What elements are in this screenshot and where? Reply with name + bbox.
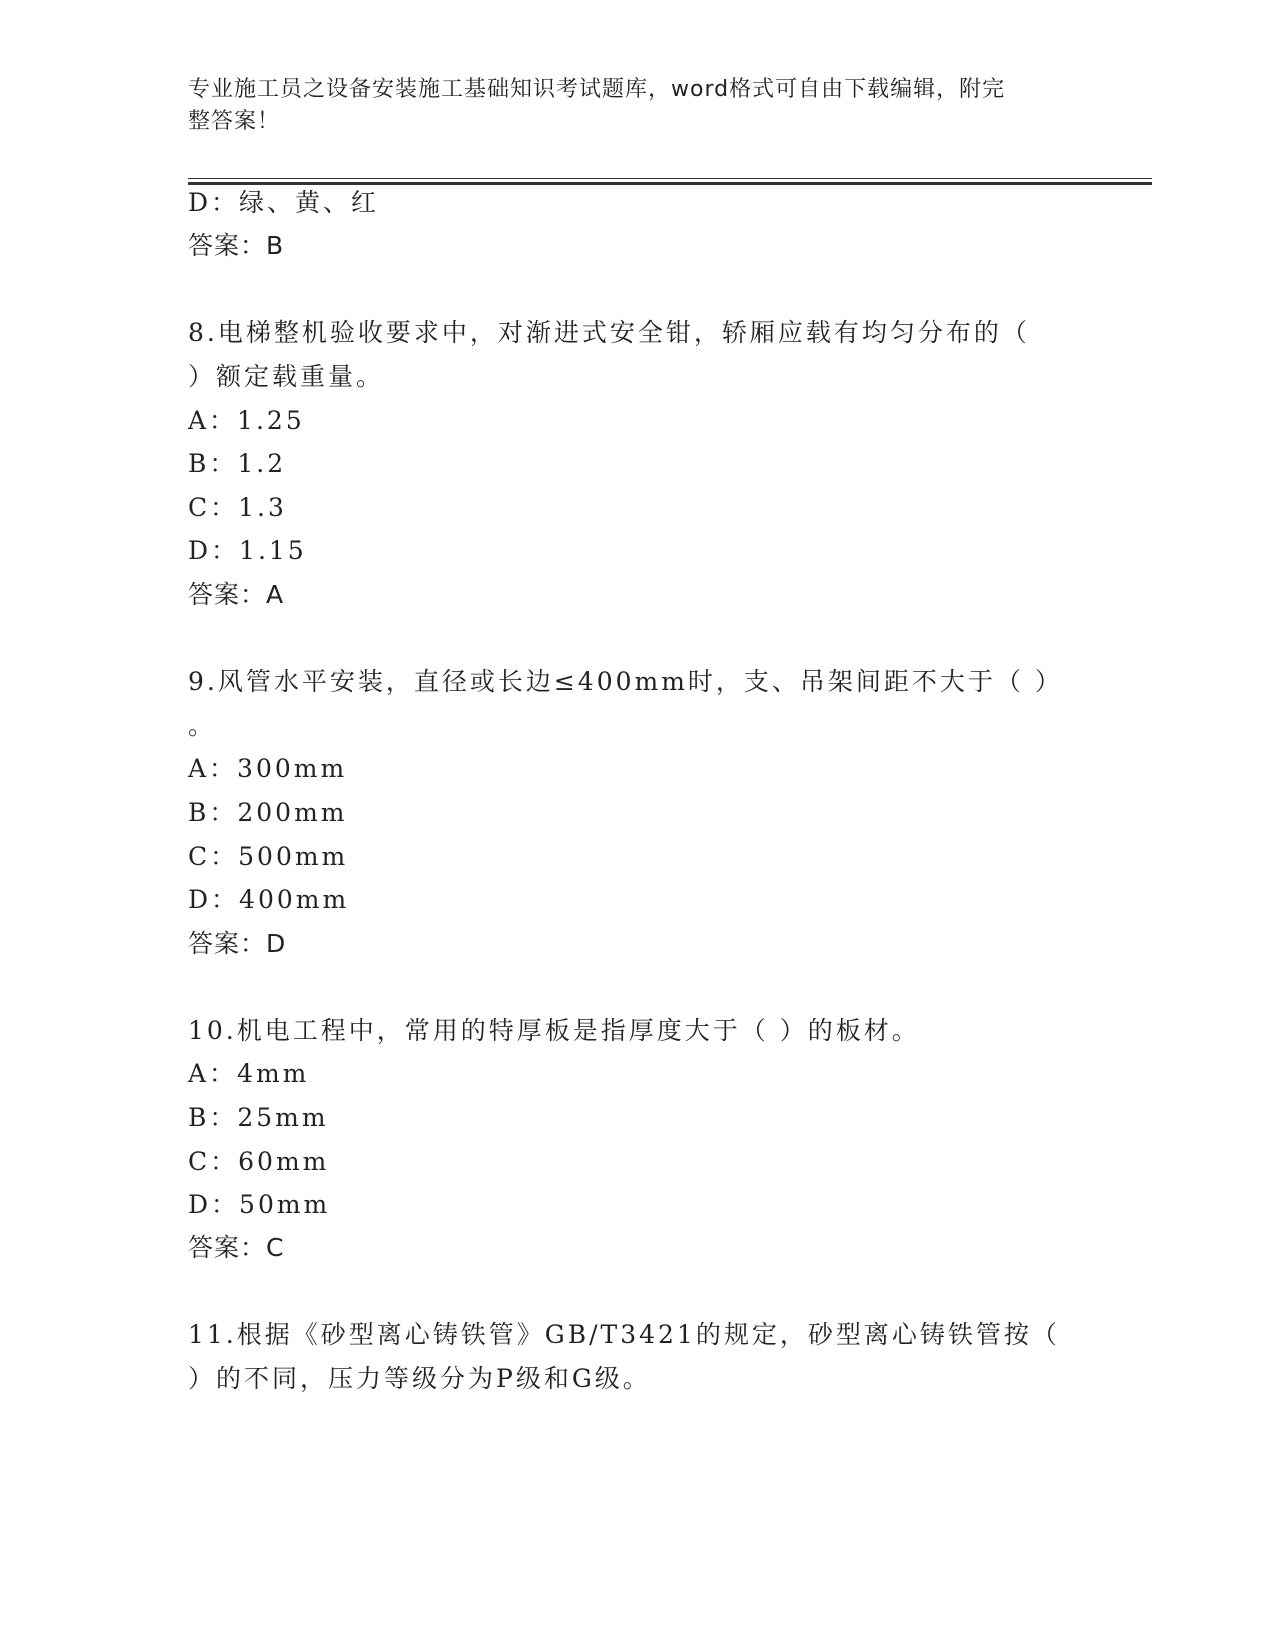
question-8-option-c: C：1.3 — [188, 493, 287, 522]
question-9-option-a: A：300mm — [188, 754, 348, 783]
question-10-answer: 答案：C — [188, 1233, 285, 1262]
header-divider-thick — [188, 182, 1152, 185]
question-10-option-c: C：60mm — [188, 1147, 330, 1176]
question-8-option-a: A：1.25 — [188, 406, 305, 435]
page-header — [188, 74, 1068, 138]
header-title-line-2: 整答案！ — [188, 109, 281, 134]
question-9-text-line-2: 。 — [188, 711, 217, 740]
question-10-option-b: B：25mm — [188, 1103, 329, 1132]
question-10-text-line-1: 10.机电工程中，常用的特厚板是指厚度大于（ ）的板材。 — [188, 1016, 920, 1045]
question-8-option-b: B：1.2 — [188, 449, 287, 478]
question-10-option-d: D：50mm — [188, 1190, 331, 1219]
question-9-option-b: B：200mm — [188, 798, 348, 827]
question-8-text-line-1: 8.电梯整机验收要求中，对渐进式安全钳，轿厢应载有均匀分布的（ — [188, 318, 1030, 347]
question-9-option-c: C：500mm — [188, 842, 349, 871]
prev-question-answer: 答案：B — [188, 231, 285, 260]
question-10-option-a: A：4mm — [188, 1059, 310, 1088]
question-9-text-line-1: 9.风管水平安装，直径或长边≤400mm时，支、吊架间距不大于（ ） — [188, 667, 1063, 696]
header-title-line-1: 专业施工员之设备安装施工基础知识考试题库，word格式可自由下载编辑，附完 — [188, 77, 1006, 102]
question-9-answer: 答案：D — [188, 929, 287, 958]
header-divider-thin — [188, 178, 1152, 179]
question-9-option-d: D：400mm — [188, 885, 350, 914]
prev-question-option-d: D：绿、黄、红 — [188, 188, 380, 217]
question-11-text-line-2: ）的不同，压力等级分为P级和G级。 — [188, 1364, 651, 1393]
question-8-answer: 答案：A — [188, 580, 285, 609]
question-8-text-line-2: ）额定载重量。 — [188, 362, 385, 391]
question-8-option-d: D：1.15 — [188, 536, 307, 565]
question-11-text-line-1: 11.根据《砂型离心铸铁管》GB/T3421的规定，砂型离心铸铁管按（ — [188, 1320, 1060, 1349]
